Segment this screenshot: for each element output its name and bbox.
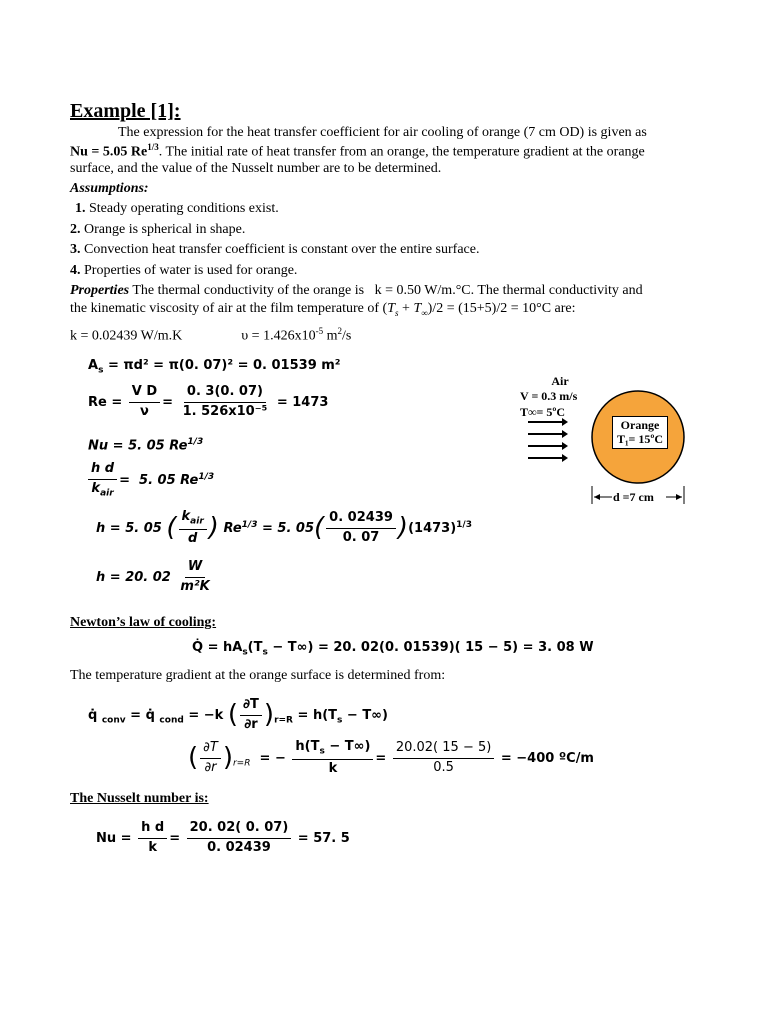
h-result: h = 20. 02 $\frac{W}{\text{m²K}}$ [96,559,210,594]
nusselt-heading: The Nusselt number is: [70,791,209,806]
assumptions-heading: Assumptions: [70,181,149,196]
re-fraction-1: $\frac{\text{V D}}{\nu}$ [129,384,160,421]
diameter-label: d =7 cm [613,490,654,504]
properties-label: Properties [70,283,130,298]
orange-diagram [520,380,700,520]
nusselt-expression: Nu = 5.05 Re [70,144,148,160]
page-title: Example [1]: [70,100,181,122]
air-temperature: T∞= 5ºC [520,405,566,419]
flux-equation: q̇ $_{conv}$ = q̇ $_{cond}$ = −k ( $\frac{\partial T}{\partial r}$ )$_{r=R} = h(T_s - T\infty)$ [88,697,388,732]
air-properties: k = 0.02439 W/m.K $\upsilon = 1.426x10^{-5}$ $m^2/s$ [70,326,352,344]
hd-equation: $\frac{\text{h d}}{k_{air}}$ = 5. 05 $Re^{1/3}$ [86,461,214,500]
nusselt-correlation: Nu = 5. 05 $Re^{1/3}$ [88,437,204,454]
intro-line-2: Nu = 5.05 $Re^{1/3}$. The initial rate of heat transfer from an orange, the temperature gradient at the orange [70,142,645,160]
assumption-1: 1. Steady operating conditions exist. [75,201,279,216]
orange-label: Orange [620,418,660,432]
area-equation: $A_s = \pi d^2 = \pi(0$. 07)² = 0. 01539 m² [88,358,341,376]
properties-line-2: the kinematic viscosity of air at the film temperature of $(T_s + T_\infty)/2 = (15+5)/2 = 10^\circ C$ are: [70,301,576,318]
assumption-4: 4. Properties of water is used for orange. [70,263,298,278]
gradient-equation: ( $\frac{\partial T}{\partial r}$ )$_{r=R}$ = − $\frac{h(T_s - T\infty)}{k}$ = $\frac{20.02( 15 - 5)}{0.5}$ = −400 ºC/m [188,739,594,777]
h-equation: h = 5. 05 ( $\frac{k_{air}}{d}$ ) $Re^{1/3} = 5$. 05( $\frac{0. 02439}{0. 07}$ )$(1473)^{1/3}$ [96,509,472,547]
air-flow-arrows [528,418,568,462]
nusselt-equation: Nu = $\frac{\text{h d}}{k}$ = $\frac{20. 02( 0. 07)}{0. 02439}$ = 57. 5 [96,820,350,855]
reynolds-equation: Re = $\frac{\text{V D}}{\nu}$ = $\frac{0. 3(0. 07)}{\text{1. 526x10⁻⁵}}$ = 1473 [88,384,329,419]
assumption-2: 2. Orange is spherical in shape. [70,222,246,237]
newton-equation: Q̇ = $hA_s(T_s - T\infty) = 20$. 02(0. 01539)( 15 − 5) = 3. 08 W [192,640,594,658]
re-fraction-2: $\frac{0. 3(0. 07)}{\text{1. 526x10⁻⁵}}$ [182,384,268,419]
orange-temperature: T₁= 15ºC [616,432,664,447]
assumption-3: 3. Convection heat transfer coefficient is constant over the entire surface. [70,242,480,257]
intro-line-3: surface, and the value of the Nusselt number are to be determined. [70,161,442,176]
intro-line-1: The expression for the heat transfer coefficient for air cooling of orange (7 cm OD) is given as [118,125,647,140]
air-label: Air [551,374,569,388]
newton-heading: Newton’s law of cooling: [70,615,217,630]
air-velocity: V = 0.3 m/s [520,389,578,403]
orange-label-box [612,416,668,449]
gradient-intro: The temperature gradient at the orange surface is determined from: [70,668,446,683]
properties-line-1: Properties The thermal conductivity of the orange is k = 0.50 W/m.°C. The thermal conductivity and [70,283,643,298]
